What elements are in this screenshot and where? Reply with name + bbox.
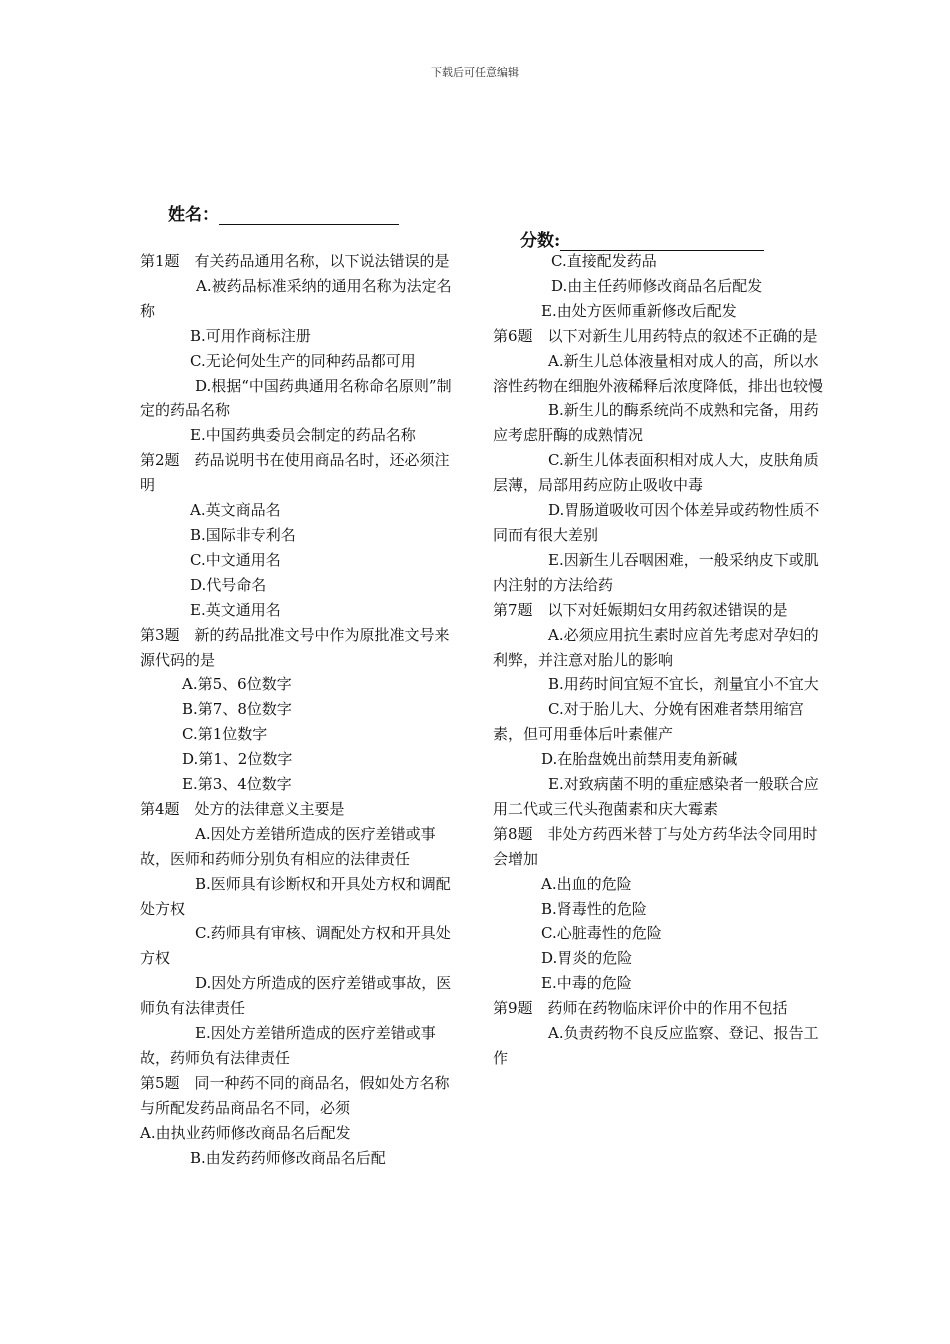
- name-label: 姓名：: [168, 205, 219, 225]
- answer-option: B.由发药药师修改商品名后配: [190, 1148, 386, 1167]
- answer-option: E.第3、4位数字: [182, 775, 292, 794]
- answer-option: D.代号命名: [190, 575, 267, 594]
- question-stem: 第1题 有关药品通用名称，以下说法错误的是: [140, 252, 450, 270]
- answer-option: A.因处方差错所造成的医疗差错或事故，医师和药师分别负有相应的法律责任: [140, 824, 436, 868]
- answer-option: D.因处方所造成的医疗差错或事故，医师负有法律责任: [140, 974, 452, 1018]
- answer-option: B.用药时间宜短不宜长，剂量宜小不宜大: [548, 675, 819, 694]
- answer-option: C.对于胎儿大、分娩有困难者禁用缩宫素，但可用垂体后叶素催产: [493, 700, 804, 744]
- answer-option: C.直接配发药品: [551, 252, 657, 270]
- answer-option: A.由执业药师修改商品名后配发: [140, 1123, 351, 1142]
- answer-option: B.国际非专利名: [190, 525, 296, 544]
- answer-option: A.被药品标准采纳的通用名称为法定名称: [140, 276, 452, 320]
- answer-option: B.肾毒性的危险: [541, 899, 647, 918]
- answer-option: D.第1、2位数字: [182, 750, 293, 769]
- answer-option: A.负责药物不良反应监察、登记、报告工作: [493, 1024, 819, 1067]
- answer-option: A.必须应用抗生素时应首先考虑对孕妇的利弊，并注意对胎儿的影响: [493, 625, 819, 669]
- answer-option: D.胃肠道吸收可因个体差异或药物性质不同而有很大差别: [493, 501, 820, 544]
- answer-option: A.第5、6位数字: [182, 675, 292, 694]
- answer-option: C.药师具有审核、调配处方权和开具处方权: [140, 924, 451, 968]
- answer-option: B.第7、8位数字: [182, 700, 292, 719]
- answer-option: E.由处方医师重新修改后配发: [541, 301, 737, 320]
- answer-option: E.因新生儿吞咽困难，一般采纳皮下或肌内注射的方法给药: [493, 550, 819, 594]
- question-stem: 第6题 以下对新生儿用药特点的叙述不正确的是: [493, 326, 818, 345]
- question-stem: 第7题 以下对妊娠期妇女用药叙述错误的是: [493, 600, 788, 619]
- answer-option: E.英文通用名: [190, 600, 281, 619]
- answer-option: A.英文商品名: [190, 501, 281, 520]
- name-field: [168, 200, 399, 225]
- answer-option: C.中文通用名: [190, 550, 281, 569]
- question-stem: 第4题 处方的法律意义主要是: [140, 799, 345, 818]
- answer-option: A.新生儿总体液量相对成人的高，所以水溶性药物在细胞外液稀释后浓度降低，排出也较慢: [493, 351, 824, 395]
- question-stem: 第5题 同一种药不同的商品名，假如处方名称与所配发药品商品名不同，必须: [140, 1073, 450, 1117]
- answer-option: D.在胎盘娩出前禁用麦角新碱: [541, 750, 738, 769]
- answer-option: B.新生儿的酶系统尚不成熟和完备，用药应考虑肝酶的成熟情况: [493, 401, 819, 445]
- answer-option: A.出血的危险: [541, 874, 632, 893]
- question-stem: 第8题 非处方药西米替丁与处方药华法令同用时会增加: [493, 824, 818, 868]
- answer-option: B.医师具有诊断权和开具处方权和调配处方权: [140, 874, 451, 918]
- answer-option: C.新生儿体表面积相对成人大，皮肤角质层薄，局部用药应防止吸收中毒: [493, 451, 819, 495]
- answer-option: E.中毒的危险: [541, 974, 632, 993]
- answer-option: C.心脏毒性的危险: [541, 924, 662, 943]
- answer-option: E.中国药典委员会制定的药品名称: [190, 426, 416, 445]
- answer-option: D.胃炎的危险: [541, 949, 633, 968]
- answer-option: D.由主任药师修改商品名后配发: [551, 276, 763, 295]
- answer-option: E.因处方差错所造成的医疗差错或事故，药师负有法律责任: [140, 1024, 436, 1067]
- question-stem: 第3题 新的药品批准文号中作为原批准文号来源代码的是: [140, 625, 450, 669]
- answer-option: B.可用作商标注册: [190, 326, 311, 345]
- score-field: [520, 226, 764, 251]
- right-column: [493, 249, 823, 1071]
- answer-option: C.第1位数字: [182, 725, 268, 744]
- question-stem: 第2题 药品说明书在使用商品名时，还必须注明: [140, 451, 450, 495]
- left-column: [140, 249, 462, 1171]
- answer-option: E.对致病菌不明的重症感染者一般联合应用二代或三代头孢菌素和庆大霉素: [493, 775, 819, 818]
- page-header: 下载后可任意编辑: [431, 66, 519, 79]
- answer-option: C.无论何处生产的同种药品都可用: [190, 351, 416, 370]
- answer-option: D.根据“中国药典通用名称命名原则”制定的药品名称: [140, 376, 452, 420]
- name-blank[interactable]: [219, 206, 399, 225]
- score-label: 分数:: [520, 231, 561, 251]
- question-stem: 第9题 药师在药物临床评价中的作用不包括: [493, 999, 788, 1018]
